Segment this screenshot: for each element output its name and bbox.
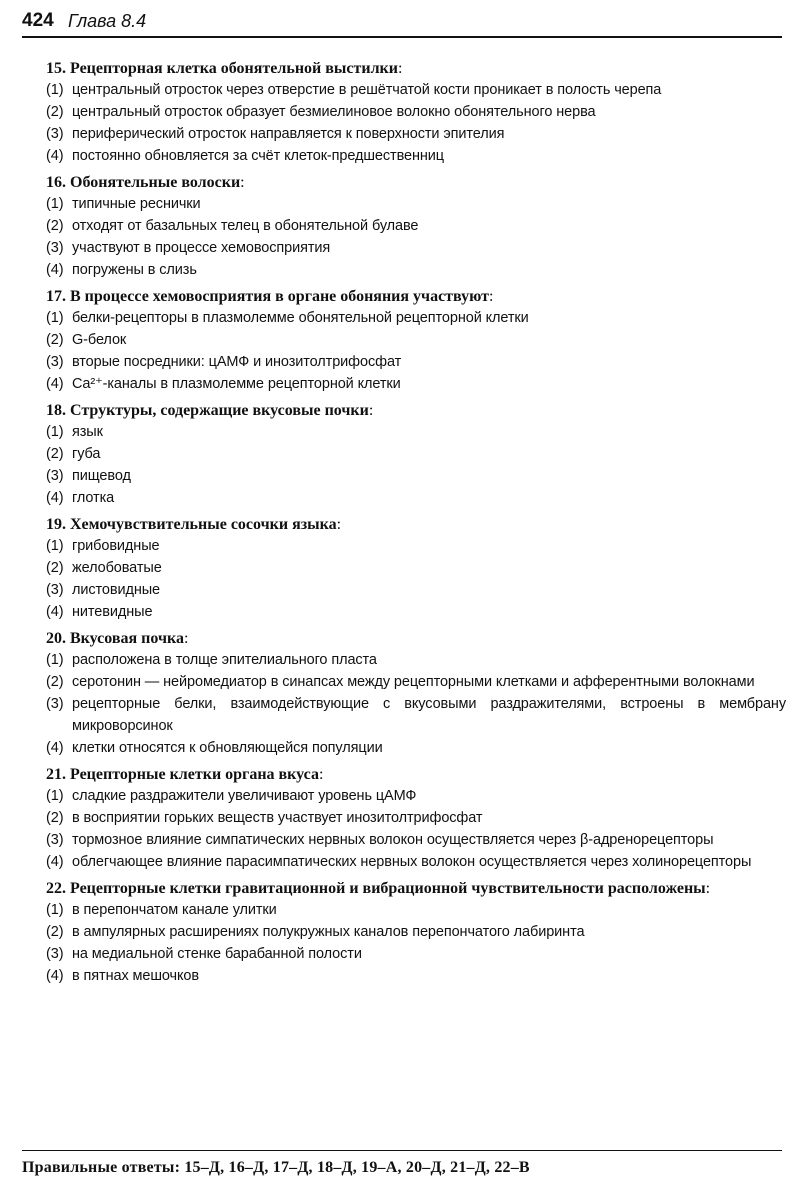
option-marker: (1) xyxy=(46,310,64,326)
answer-option xyxy=(46,535,786,557)
answer-option xyxy=(46,101,786,123)
answer-option xyxy=(46,443,786,465)
question-title: 17. В процессе хемовосприятия в органе обоняния участвуют: xyxy=(46,288,494,305)
option-marker: (3) xyxy=(46,946,64,962)
option-marker: (4) xyxy=(46,604,64,620)
question-text: Обонятельные волоски xyxy=(70,174,241,191)
option-marker: (3) xyxy=(46,832,64,848)
option-marker: (3) xyxy=(46,582,64,598)
question-block xyxy=(46,514,786,623)
page-number: 424 xyxy=(22,10,54,31)
question-block xyxy=(46,628,786,759)
answer-option xyxy=(46,259,786,281)
option-marker: (2) xyxy=(46,924,64,940)
answer-option xyxy=(46,601,786,623)
answers-footer: Правильные ответы: 15–Д, 16–Д, 17–Д, 18–Д, 19–А, 20–Д, 21–Д, 22–В xyxy=(22,1150,782,1177)
answer-option xyxy=(46,123,786,145)
answer-option xyxy=(46,943,786,965)
question-text: Рецепторные клетки органа вкуса xyxy=(70,766,319,783)
question-number: 21. xyxy=(46,766,66,783)
answer-option xyxy=(46,351,786,373)
option-marker: (2) xyxy=(46,446,64,462)
option-text: язык xyxy=(72,424,103,440)
answer-options xyxy=(46,785,786,873)
option-text: центральный отросток образует безмиелиновое волокно обонятельного нерва xyxy=(72,104,596,120)
question-text: Вкусовая почка xyxy=(70,630,184,647)
option-text: участвуют в процессе хемовосприятия xyxy=(72,240,331,256)
option-text: серотонин — нейромедиатор в синапсах между рецепторными клетками и афферентными волокнами xyxy=(72,674,755,690)
answer-options xyxy=(46,307,786,395)
answer-options xyxy=(46,649,786,759)
option-marker: (4) xyxy=(46,968,64,984)
option-marker: (3) xyxy=(46,468,64,484)
question-number: 17. xyxy=(46,288,66,305)
answer-option xyxy=(46,373,786,395)
question-block xyxy=(46,764,786,873)
answer-option xyxy=(46,465,786,487)
option-text: в ампулярных расширениях полукружных каналов перепончатого лабиринта xyxy=(72,924,585,940)
option-text: расположена в толще эпителиального пласта xyxy=(72,652,377,668)
option-marker: (1) xyxy=(46,538,64,554)
answer-option xyxy=(46,193,786,215)
question-block xyxy=(46,286,786,395)
option-text: постоянно обновляется за счёт клеток-предшественниц xyxy=(72,148,444,164)
answer-options xyxy=(46,535,786,623)
option-text: в пятнах мешочков xyxy=(72,968,199,984)
answer-option xyxy=(46,557,786,579)
option-marker: (1) xyxy=(46,652,64,668)
option-marker: (1) xyxy=(46,788,64,804)
answer-option xyxy=(46,421,786,443)
question-title: 20. Вкусовая почка: xyxy=(46,630,189,647)
question-title: 18. Структуры, содержащие вкусовые почки: xyxy=(46,402,374,419)
option-marker: (3) xyxy=(46,126,64,142)
option-text: отходят от базальных телец в обонятельной булаве xyxy=(72,218,419,234)
answer-option xyxy=(46,487,786,509)
option-marker: (2) xyxy=(46,674,64,690)
questions-list xyxy=(46,58,786,992)
option-text: нитевидные xyxy=(72,604,153,620)
option-text: типичные реснички xyxy=(72,196,201,212)
option-marker: (3) xyxy=(46,240,64,256)
option-text: глотка xyxy=(72,490,115,506)
option-text: клетки относятся к обновляющейся популяции xyxy=(72,740,383,756)
option-text: облегчающее влияние парасимпатических нервных волокон осуществляется через холинорецепторы xyxy=(72,854,752,870)
option-text: тормозное влияние симпатических нервных волокон осуществляется через β-адренорецепторы xyxy=(72,832,714,848)
question-title: 19. Хемочувствительные сосочки языка: xyxy=(46,516,342,533)
option-text: в перепончатом канале улитки xyxy=(72,902,277,918)
question-text: В процессе хемовосприятия в органе обоняния участвуют xyxy=(70,288,489,305)
answer-options xyxy=(46,193,786,281)
question-title: 16. Обонятельные волоски: xyxy=(46,174,245,191)
option-text: в восприятии горьких веществ участвует инозитолтрифосфат xyxy=(72,810,483,826)
question-block xyxy=(46,172,786,281)
question-text: Рецепторная клетка обонятельной выстилки xyxy=(70,60,398,77)
answer-option xyxy=(46,237,786,259)
option-text: рецепторные белки, взаимодействующие с вкусовыми раздражителями, встроены в мембрану микроворсинок xyxy=(72,696,786,734)
option-marker: (2) xyxy=(46,332,64,348)
option-marker: (2) xyxy=(46,560,64,576)
question-title: 15. Рецепторная клетка обонятельной выстилки: xyxy=(46,60,403,77)
answer-option xyxy=(46,671,786,693)
answer-option xyxy=(46,807,786,829)
answer-option xyxy=(46,579,786,601)
question-number: 16. xyxy=(46,174,66,191)
option-text: погружены в слизь xyxy=(72,262,197,278)
question-text: Рецепторные клетки гравитационной и вибрационной чувствительности расположены xyxy=(70,880,706,897)
option-marker: (1) xyxy=(46,82,64,98)
chapter-title: Глава 8.4 xyxy=(68,11,147,31)
answer-options xyxy=(46,421,786,509)
option-text: листовидные xyxy=(72,582,161,598)
option-marker: (2) xyxy=(46,104,64,120)
answer-option xyxy=(46,965,786,987)
answer-options xyxy=(46,79,786,167)
option-text: Ca²⁺-каналы в плазмолемме рецепторной клетки xyxy=(72,376,401,392)
option-marker: (4) xyxy=(46,854,64,870)
question-block xyxy=(46,878,786,987)
question-number: 19. xyxy=(46,516,66,533)
option-text: грибовидные xyxy=(72,538,160,554)
answer-option xyxy=(46,329,786,351)
answer-option xyxy=(46,649,786,671)
question-number: 22. xyxy=(46,880,66,897)
answer-option xyxy=(46,145,786,167)
question-text: Хемочувствительные сосочки языка xyxy=(70,516,337,533)
option-marker: (3) xyxy=(46,354,64,370)
answer-option xyxy=(46,737,786,759)
option-text: вторые посредники: цАМФ и инозитолтрифосфат xyxy=(72,354,402,370)
option-marker: (3) xyxy=(46,696,64,712)
option-marker: (1) xyxy=(46,424,64,440)
option-marker: (2) xyxy=(46,218,64,234)
option-text: губа xyxy=(72,446,101,462)
answer-option xyxy=(46,79,786,101)
question-title: 21. Рецепторные клетки органа вкуса: xyxy=(46,766,324,783)
answer-option xyxy=(46,693,786,737)
option-marker: (4) xyxy=(46,148,64,164)
option-marker: (2) xyxy=(46,810,64,826)
answer-option xyxy=(46,215,786,237)
answer-options xyxy=(46,899,786,987)
question-title: 22. Рецепторные клетки гравитационной и вибрационной чувствительности расположены: xyxy=(46,880,711,897)
option-text: пищевод xyxy=(72,468,131,484)
page-header xyxy=(22,8,782,38)
option-text: центральный отросток через отверстие в решётчатой кости проникает в полость черепа xyxy=(72,82,662,98)
question-block xyxy=(46,400,786,509)
answer-option xyxy=(46,851,786,873)
question-number: 15. xyxy=(46,60,66,77)
question-number: 18. xyxy=(46,402,66,419)
option-marker: (4) xyxy=(46,740,64,756)
option-marker: (1) xyxy=(46,902,64,918)
option-marker: (4) xyxy=(46,262,64,278)
question-number: 20. xyxy=(46,630,66,647)
answer-option xyxy=(46,921,786,943)
answer-option xyxy=(46,829,786,851)
option-text: желобоватые xyxy=(72,560,162,576)
option-text: G-белок xyxy=(72,332,127,348)
option-marker: (1) xyxy=(46,196,64,212)
answer-option xyxy=(46,785,786,807)
option-marker: (4) xyxy=(46,490,64,506)
question-block xyxy=(46,58,786,167)
option-text: на медиальной стенке барабанной полости xyxy=(72,946,362,962)
option-marker: (4) xyxy=(46,376,64,392)
answer-option xyxy=(46,307,786,329)
option-text: сладкие раздражители увеличивают уровень цАМФ xyxy=(72,788,417,804)
option-text: периферический отросток направляется к поверхности эпителия xyxy=(72,126,505,142)
question-text: Структуры, содержащие вкусовые почки xyxy=(70,402,369,419)
option-text: белки-рецепторы в плазмолемме обонятельной рецепторной клетки xyxy=(72,310,529,326)
answer-option xyxy=(46,899,786,921)
